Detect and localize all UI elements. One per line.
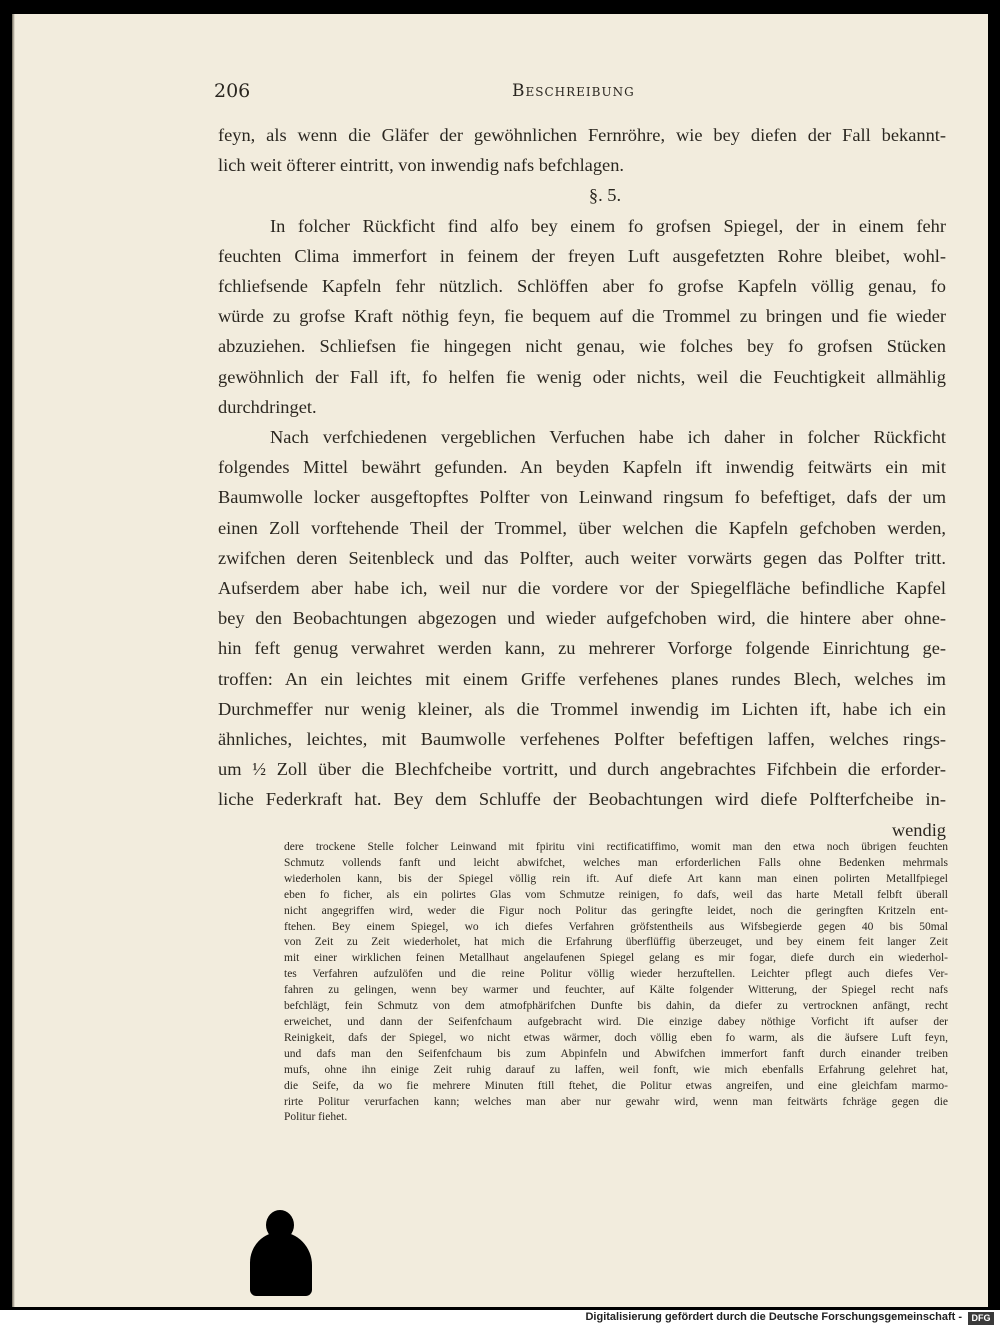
text-line: gewöhnlich der Fall ift, fo helfen fie wenig oder nichts, weil die Feuchtigkeit allmählig xyxy=(218,366,946,387)
text-line: hin feft genug verwahret werden kann, zu mehrerer Vorforge folgende Einrichtung ge- xyxy=(218,638,946,659)
text-line: ähnliches, leichtes, mit Baumwolle verfehenes Polfter befeftigen laffen, welches rings- xyxy=(218,729,946,750)
footnote-line: Reinigkeit, dafs der Spiegel, wo nicht etwas wärmer, doch völlig eben fo warm, als die äufsere Luft feyn, xyxy=(284,1031,948,1044)
text-line: troffen: An ein leichtes mit einem Griffe verfehenes planes rundes Blech, welches im xyxy=(218,668,946,689)
footnote-line: rirte Politur verurfachen kann; welches man aber nur gewahr wird, wenn man feitwärts fchräge gegen die xyxy=(284,1095,948,1108)
section-mark: §. 5. xyxy=(588,185,622,206)
footnote xyxy=(284,840,948,1126)
text-line: Aufserdem aber habe ich, weil nur die vordere vor der Spiegelfläche befindliche Kapfel xyxy=(218,578,946,599)
funding-notice: Digitalisierung gefördert durch die Deutsche Forschungsgemeinschaft - xyxy=(585,1311,962,1323)
page-number: 206 xyxy=(214,80,251,102)
footnote-line: tes Verfahren aufzulöfen und die reine Politur völlig wieder herzuftellen. Leichter pflegt auch diefes Ver- xyxy=(284,968,948,981)
text-line: folgendes Mittel bewährt gefunden. An beyden Kapfeln ift inwendig feitwärts ein mit xyxy=(218,457,946,478)
text-line: feyn, als wenn die Gläfer der gewöhnlichen Fernröhre, wie bey diefen der Fall bekannt- xyxy=(218,125,946,145)
footnote-line: nicht angegriffen wird, weder die Figur noch Politur das geringfte leidet, noch die geringften Kritzeln ent- xyxy=(284,904,948,917)
ink-blot xyxy=(250,1232,312,1296)
intro-lines xyxy=(218,120,946,180)
paragraph-2 xyxy=(218,422,946,815)
footnote-line: wiederholen kann, bis der Spiegel völlig rein ift. Auf diefe Art kann man einen polirten Metallfpiegel xyxy=(284,872,948,885)
text-line: um ½ Zoll über die Blechfcheibe vortritt, und durch angebrachtes Fifchbein die erforder- xyxy=(218,759,946,780)
footnote-line: mit einer wirklichen feinen Metallhaut angelaufenen Spiegel gelang es mir fogar, diefe durch ein wiederhol- xyxy=(284,952,948,965)
text-line: feuchten Clima immerfort in feinem der freyen Luft ausgefetzten Rohre bleibet, wohl- xyxy=(218,245,946,266)
footnote-line: erweichet, und dann der Seifenfchaum aufgebracht wird. Die einzige dabey nöthige Vorficht ift aufser der xyxy=(284,1015,948,1028)
text-line: zwifchen deren Seitenbleck und das Polfter, auch weiter vorwärts gegen das Polfter tritt. xyxy=(218,547,946,568)
footnote-line: fahren zu gelingen, wenn bey warmer und feuchter, auf Kälte folgender Witterung, der Spiegel recht nafs xyxy=(284,984,948,997)
footnote-line: ftehen. Bey einem Spiegel, wo ich diefes Verfahren gröfstentheils aus Wifsbegierde gegen 40 bis 50mal xyxy=(284,920,948,933)
footnote-line: die Seife, da wo fie mehrere Minuten ftill ftehet, die Politur etwas angreifen, und eine gleichfam marmo- xyxy=(284,1079,948,1092)
text-line: lich weit öfterer eintritt, von inwendig nafs befchlagen. xyxy=(218,155,624,176)
main-text xyxy=(218,120,946,845)
footnote-line: Politur fiehet. xyxy=(284,1111,348,1124)
text-line: liche Federkraft hat. Bey dem Schluffe der Beobachtungen wird diefe Polfterfcheibe in- xyxy=(218,789,946,810)
footnote-line: befchlägt, fein Schmutz von dem atmofphärifchen Dunfte bis dahin, da diefer zu vertrocknen anfängt, recht xyxy=(284,1000,948,1013)
text-line: Baumwolle locker ausgeftopftes Polfter von Leinwand ringsum fo befeftiget, dafs der um xyxy=(218,487,946,508)
text-line: durchdringet. xyxy=(218,396,317,417)
text-line: Nach verfchiedenen vergeblichen Verfuchen habe ich daher in folcher Rückficht xyxy=(270,427,946,448)
text-line: fchliefsende Kapfeln fehr nützlich. Schlöffen aber fo grofse Kapfeln völlig genau, fo xyxy=(218,276,946,297)
footnote-line: Schmutz vollends fanft und leicht abwifchet, welches man erforderlichen Falls ohne Bedenken mehrmals xyxy=(284,856,948,869)
text-line: abzuziehen. Schliefsen fie hingegen nicht genau, wie folches bey fo grofsen Stücken xyxy=(218,336,946,357)
text-line: würde zu grofse Kraft nöthig feyn, fie bequem auf die Trommel zu bringen und fie wieder xyxy=(218,306,946,327)
paragraph-1 xyxy=(218,211,946,422)
catchword: wendig xyxy=(891,819,946,840)
footnote-line: und dafs man den Seifenfchaum bis zum Abpinfeln und Abwifchen immerfort fanft durch einander treiben xyxy=(284,1047,948,1060)
dfg-logo: DFG xyxy=(968,1312,994,1325)
page-edge-shadow xyxy=(12,14,15,1307)
footnote-line: dere trockene Stelle folcher Leinwand mit fpiritu vini rectificatiffimo, womit man den etwa noch übrigen feuchten xyxy=(284,841,948,853)
footnote-line: eben fo ficher, als ein polirtes Glas vom Schmutze reinigen, fo dafs, weil das harte Metall felbft überall xyxy=(284,888,948,901)
text-line: einen Zoll vorftehende Theil der Trommel, über welchen die Kapfeln gefchoben werden, xyxy=(218,517,946,538)
text-line: bey den Beobachtungen abgezogen und wieder aufgefchoben wird, die hintere aber ohne- xyxy=(218,608,946,629)
running-title: Beschreibung xyxy=(512,81,635,101)
footnote-line: von Zeit zu Zeit wiederholet, hat mich die Erfahrung überflüffig überzeuget, und bey einem feit langer Zeit xyxy=(284,936,948,949)
text-line: Durchmeffer nur wenig kleiner, als die Trommel inwendig im Lichten ift, habe ich ein xyxy=(218,698,946,719)
text-line: In folcher Rückficht find alfo bey einem fo grofsen Spiegel, der in einem fehr xyxy=(270,215,946,236)
footnote-line: mufs, ohne ihn einige Zeit ruhig darauf zu laffen, weil fonft, wie mich ebenfalls Erfahrung gelehret hat, xyxy=(284,1063,948,1076)
page-header xyxy=(214,80,940,106)
